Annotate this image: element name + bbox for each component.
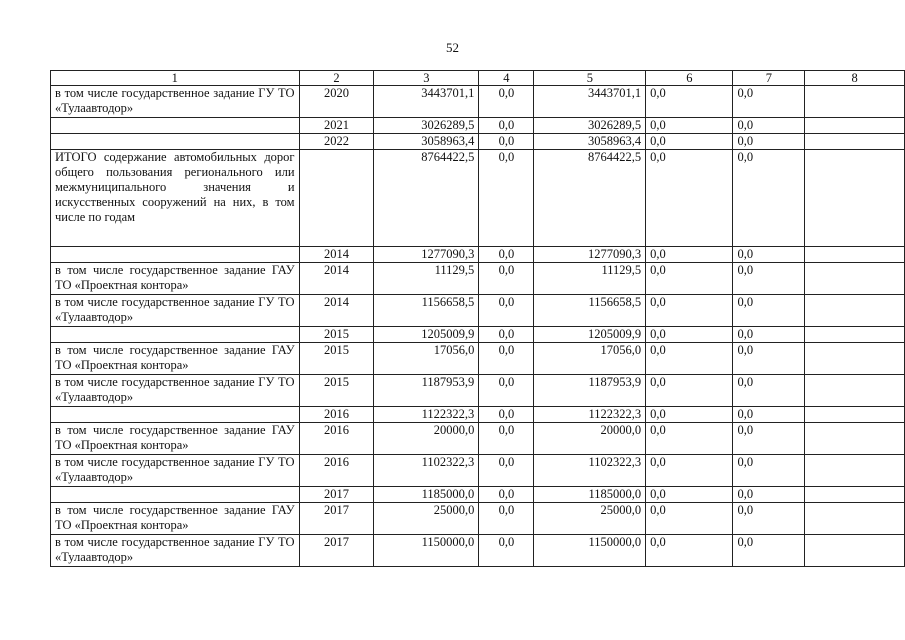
total-cell: 3443701,1 (374, 86, 479, 118)
col7-cell: 0,0 (733, 118, 805, 134)
col4-cell: 0,0 (479, 535, 534, 567)
col7-cell: 0,0 (733, 295, 805, 327)
col8-cell (805, 118, 905, 134)
description-cell (51, 247, 300, 263)
total-cell: 1122322,3 (374, 407, 479, 423)
col4-cell: 0,0 (479, 118, 534, 134)
col6-cell: 0,0 (646, 375, 733, 407)
year-cell: 2015 (299, 343, 374, 375)
col8-cell (805, 455, 905, 487)
col7-cell: 0,0 (733, 343, 805, 375)
col4-cell: 0,0 (479, 423, 534, 455)
col6-cell: 0,0 (646, 423, 733, 455)
col7-cell: 0,0 (733, 263, 805, 295)
description-cell (51, 487, 300, 503)
total-cell: 1187953,9 (374, 375, 479, 407)
col8-cell (805, 327, 905, 343)
col5-cell: 1150000,0 (534, 535, 646, 567)
table-row (51, 423, 905, 455)
year-cell: 2020 (299, 86, 374, 118)
col7-cell: 0,0 (733, 86, 805, 118)
col4-cell: 0,0 (479, 295, 534, 327)
col6-cell: 0,0 (646, 343, 733, 375)
col5-cell: 20000,0 (534, 423, 646, 455)
col6-cell: 0,0 (646, 535, 733, 567)
total-cell: 11129,5 (374, 263, 479, 295)
description-cell: ИТОГО содержание автомобильных дорог общего пользования регионального или межмуниципального значения и искусственных сооружений на них, в том числе по годам (51, 150, 300, 247)
total-cell: 1156658,5 (374, 295, 479, 327)
col8-cell (805, 263, 905, 295)
col6-cell: 0,0 (646, 118, 733, 134)
description-cell (51, 327, 300, 343)
col5-cell: 1122322,3 (534, 407, 646, 423)
col7-cell: 0,0 (733, 375, 805, 407)
col8-cell (805, 150, 905, 247)
col4-cell: 0,0 (479, 150, 534, 247)
total-cell: 1102322,3 (374, 455, 479, 487)
description-cell: в том числе государственное задание ГУ ТО «Тулаавтодор» (51, 535, 300, 567)
col7-cell: 0,0 (733, 423, 805, 455)
total-cell: 1205009,9 (374, 327, 479, 343)
table-row (51, 455, 905, 487)
col7-cell: 0,0 (733, 134, 805, 150)
col8-cell (805, 134, 905, 150)
col7-cell: 0,0 (733, 535, 805, 567)
col8-cell (805, 343, 905, 375)
year-cell: 2016 (299, 407, 374, 423)
col8-cell (805, 503, 905, 535)
col4-cell: 0,0 (479, 327, 534, 343)
col6-cell: 0,0 (646, 134, 733, 150)
col5-cell: 1185000,0 (534, 487, 646, 503)
total-cell: 20000,0 (374, 423, 479, 455)
col5-cell: 3443701,1 (534, 86, 646, 118)
col6-cell: 0,0 (646, 503, 733, 535)
description-cell (51, 118, 300, 134)
header-cell: 2 (299, 71, 374, 86)
col7-cell: 0,0 (733, 455, 805, 487)
col8-cell (805, 535, 905, 567)
year-cell: 2016 (299, 423, 374, 455)
page-number: 52 (446, 40, 459, 55)
col7-cell: 0,0 (733, 503, 805, 535)
year-cell: 2016 (299, 455, 374, 487)
table-row (51, 263, 905, 295)
col4-cell: 0,0 (479, 247, 534, 263)
table-row (51, 327, 905, 343)
col5-cell: 11129,5 (534, 263, 646, 295)
col4-cell: 0,0 (479, 503, 534, 535)
col5-cell: 1156658,5 (534, 295, 646, 327)
table-row (51, 503, 905, 535)
col8-cell (805, 295, 905, 327)
total-cell: 1185000,0 (374, 487, 479, 503)
col7-cell: 0,0 (733, 247, 805, 263)
col5-cell: 25000,0 (534, 503, 646, 535)
col5-cell: 1205009,9 (534, 327, 646, 343)
col8-cell (805, 407, 905, 423)
year-cell: 2021 (299, 118, 374, 134)
description-cell (51, 134, 300, 150)
table-row (51, 134, 905, 150)
total-cell: 1277090,3 (374, 247, 479, 263)
year-cell: 2014 (299, 263, 374, 295)
col5-cell: 1187953,9 (534, 375, 646, 407)
header-cell: 5 (534, 71, 646, 86)
col4-cell: 0,0 (479, 487, 534, 503)
table-row (51, 295, 905, 327)
col6-cell: 0,0 (646, 263, 733, 295)
table-row (51, 86, 905, 118)
header-cell: 6 (646, 71, 733, 86)
description-cell: в том числе государственное задание ГАУ ТО «Проектная контора» (51, 343, 300, 375)
col7-cell: 0,0 (733, 407, 805, 423)
description-cell: в том числе государственное задание ГАУ ТО «Проектная контора» (51, 263, 300, 295)
table-row (51, 487, 905, 503)
col6-cell: 0,0 (646, 487, 733, 503)
table-row (51, 535, 905, 567)
col5-cell: 1102322,3 (534, 455, 646, 487)
col8-cell (805, 86, 905, 118)
col6-cell: 0,0 (646, 150, 733, 247)
table-row-total (51, 150, 905, 247)
table-row (51, 247, 905, 263)
col6-cell: 0,0 (646, 407, 733, 423)
col4-cell: 0,0 (479, 455, 534, 487)
header-cell: 1 (51, 71, 300, 86)
col4-cell: 0,0 (479, 86, 534, 118)
col6-cell: 0,0 (646, 295, 733, 327)
total-cell: 25000,0 (374, 503, 479, 535)
col5-cell: 17056,0 (534, 343, 646, 375)
table-row (51, 375, 905, 407)
col7-cell: 0,0 (733, 487, 805, 503)
description-cell: в том числе государственное задание ГАУ ТО «Проектная контора» (51, 503, 300, 535)
table-row (51, 118, 905, 134)
col6-cell: 0,0 (646, 327, 733, 343)
description-cell: в том числе государственное задание ГУ ТО «Тулаавтодор» (51, 295, 300, 327)
table-row (51, 407, 905, 423)
header-cell: 4 (479, 71, 534, 86)
description-cell (51, 407, 300, 423)
year-cell: 2017 (299, 487, 374, 503)
total-cell: 8764422,5 (374, 150, 479, 247)
description-cell: в том числе государственное задание ГУ ТО «Тулаавтодор» (51, 86, 300, 118)
col7-cell: 0,0 (733, 327, 805, 343)
col4-cell: 0,0 (479, 375, 534, 407)
total-cell: 3058963,4 (374, 134, 479, 150)
year-cell: 2014 (299, 295, 374, 327)
year-cell: 2022 (299, 134, 374, 150)
col8-cell (805, 487, 905, 503)
header-cell: 8 (805, 71, 905, 86)
budget-table (50, 70, 905, 567)
year-cell: 2014 (299, 247, 374, 263)
description-cell: в том числе государственное задание ГУ ТО «Тулаавтодор» (51, 455, 300, 487)
header-cell: 3 (374, 71, 479, 86)
header-cell: 7 (733, 71, 805, 86)
col4-cell: 0,0 (479, 263, 534, 295)
table-header-row (51, 71, 905, 86)
year-cell: 2015 (299, 375, 374, 407)
col5-cell: 3058963,4 (534, 134, 646, 150)
description-cell: в том числе государственное задание ГАУ ТО «Проектная контора» (51, 423, 300, 455)
col8-cell (805, 375, 905, 407)
col6-cell: 0,0 (646, 86, 733, 118)
total-cell: 3026289,5 (374, 118, 479, 134)
year-cell: 2015 (299, 327, 374, 343)
col4-cell: 0,0 (479, 343, 534, 375)
col6-cell: 0,0 (646, 247, 733, 263)
col6-cell: 0,0 (646, 455, 733, 487)
col4-cell: 0,0 (479, 407, 534, 423)
col5-cell: 3026289,5 (534, 118, 646, 134)
year-cell: 2017 (299, 503, 374, 535)
year-cell: 2017 (299, 535, 374, 567)
total-cell: 1150000,0 (374, 535, 479, 567)
col8-cell (805, 247, 905, 263)
col4-cell: 0,0 (479, 134, 534, 150)
col5-cell: 1277090,3 (534, 247, 646, 263)
col8-cell (805, 423, 905, 455)
col5-cell: 8764422,5 (534, 150, 646, 247)
table-row (51, 343, 905, 375)
description-cell: в том числе государственное задание ГУ ТО «Тулаавтодор» (51, 375, 300, 407)
year-cell (299, 150, 374, 247)
col7-cell: 0,0 (733, 150, 805, 247)
total-cell: 17056,0 (374, 343, 479, 375)
